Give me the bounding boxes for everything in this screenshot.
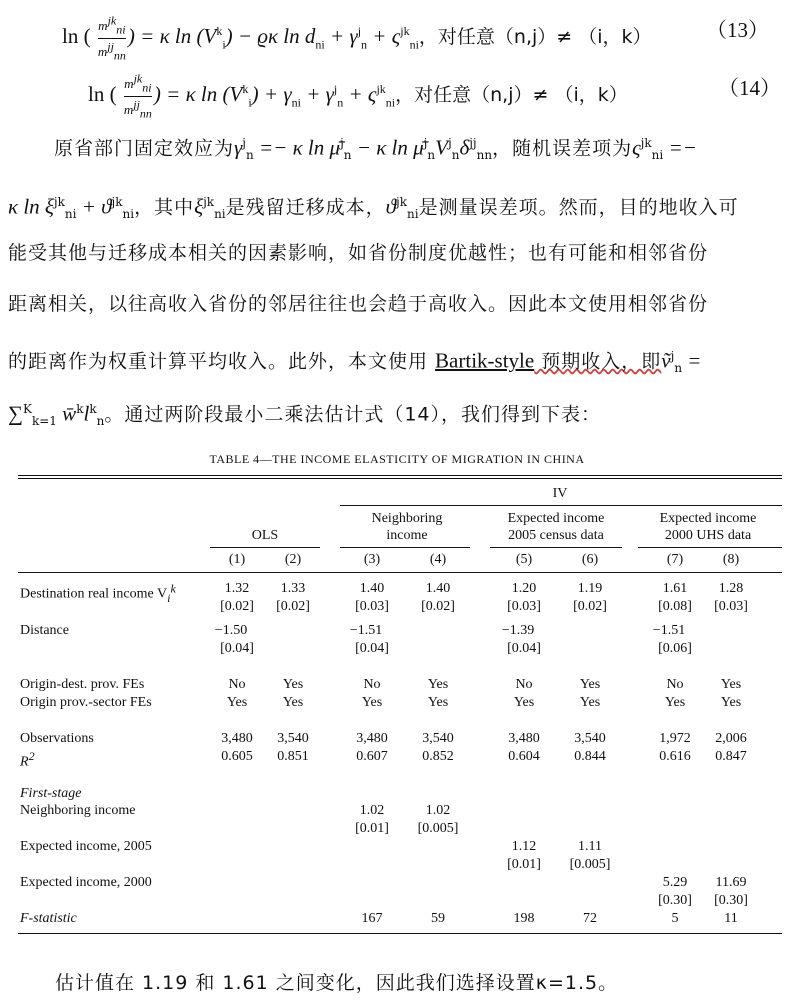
table-cell: 0.852 [422,749,454,764]
table-cell: 11 [724,911,738,926]
table-cell: 0.616 [659,749,691,764]
header-neighbor-rule [340,547,470,548]
table-cell: 1.32 [224,581,250,596]
body-paragraph [8,118,788,438]
header-iv: IV [552,486,568,501]
table-cell: Yes [361,695,383,710]
row-label: Observations [20,731,94,746]
equation-14 [0,58,794,121]
table-cell: Yes [427,695,449,710]
row-label: Expected income, 2005 [20,839,152,854]
header-expected-2000: Expected income 2000 UHS data [659,511,757,543]
header-exp2000-rule [638,547,782,548]
table-cell: 1.40 [425,581,451,596]
table-rule-header-bottom [18,572,782,573]
paragraph-line-1: 原省部门固定效应为$\gamma^j_n =- \kappa$ ln μ̄$^j_n$ − κ $\ln \mū^j_nV^j_n\delta^{jj}_{nn}$，随机误差项为$\varsigma^{jk}_{ni}$ =− [54,135,697,163]
header-exp2005-rule [490,547,622,548]
table-cell: 3,480 [221,731,253,746]
equation-14-number: （14） [718,76,781,100]
table-cell: 3,540 [574,731,606,746]
table-cell: [0.30] [658,893,692,908]
table-cell: No [666,677,684,692]
table-cell: 1,972 [659,731,691,746]
column-number: (7) [666,552,684,567]
table-cell: [0.005] [569,857,611,872]
header-expected-2005: Expected income 2005 census data [507,511,605,543]
table-cell: Yes [226,695,248,710]
table-cell: [0.06] [658,641,692,656]
column-number: (5) [515,552,533,567]
header-ols: OLS [251,528,279,543]
table-cell: 11.69 [715,875,747,890]
table-cell: 3,480 [356,731,388,746]
conclusion-sentence: 估计值在 1.19 和 1.61 之间变化，因此我们选择设置κ=1.5。 [55,972,619,994]
table-cell: 1.33 [280,581,306,596]
table-cell: 0.604 [508,749,540,764]
table-cell: Yes [720,677,742,692]
table-cell: 59 [431,911,445,926]
table-cell: 0.847 [715,749,747,764]
table-cell: Yes [282,677,304,692]
table-cell: [0.04] [355,641,389,656]
column-number: (3) [363,552,381,567]
table-cell: No [515,677,533,692]
table-title: TABLE 4—THE INCOME ELASTICITY OF MIGRATION IN CHINA [209,452,585,466]
paragraph-line-3: 能受其他与迁移成本相关的因素影响，如省份制度优越性；也有可能和相邻省份 [8,242,709,264]
table-cell: [0.08] [658,599,692,614]
column-number: (8) [722,552,740,567]
table-cell: Yes [513,695,535,710]
table-cell: [0.01] [355,821,389,836]
table-cell: [0.02] [220,599,254,614]
table-cell: 3,540 [422,731,454,746]
equation-13 [0,0,794,63]
table-rule-top-1 [18,475,782,476]
table-cell: 1.28 [718,581,744,596]
table-rule-bottom [18,933,782,934]
table-cell: Yes [427,677,449,692]
row-label: F-statistic [20,911,77,926]
paragraph-line-6: ∑$^K_{k=1}$ $w̄^kl^k_n$。通过两阶段最小二乘法估计式（14），我们得到下表： [8,401,602,429]
table-cell: [0.04] [507,641,541,656]
column-number: (4) [429,552,447,567]
header-neighboring: Neighboring income [371,511,443,543]
table-cell: [0.01] [507,857,541,872]
row-label: Expected income, 2000 [20,875,152,890]
row-label: Origin prov.-sector FEs [20,695,152,710]
table-cell: 2,006 [715,731,747,746]
table-rule-top-2 [18,478,782,479]
table-cell: [0.03] [355,599,389,614]
table-cell: [0.30] [714,893,748,908]
row-label: Distance [20,623,69,638]
table-cell: −1.51 [652,623,686,638]
table-cell: 5.29 [662,875,688,890]
table-cell: 0.605 [221,749,253,764]
paragraph-line-2: κ $\ln \xi^{jk}_{ni} + ϑ^{jk}_{ni}$，其中$\xi^{jk}_{ni}$是残留迁移成本，$ϑ^{jk}_{ni}$是测量误差项。然而，目的地收入可 [8,194,739,222]
equation-13-number: （13） [706,18,769,42]
table-cell: 1.02 [425,803,451,818]
table-cell: [0.02] [276,599,310,614]
table-cell: 1.61 [662,581,688,596]
table-cell: [0.04] [220,641,254,656]
table-cell: [0.02] [573,599,607,614]
table-cell: 0.607 [356,749,388,764]
table-cell: [0.03] [714,599,748,614]
table-cell: 1.19 [577,581,603,596]
paragraph-line-5: 的距离作为权重计算平均收入。此外，本文使用 Bartik-style 预期收入，即ṽ$^j_n$ = [8,348,702,376]
row-label: First-stage [20,786,82,801]
table-cell: Yes [720,695,742,710]
row-label: $R^2$ [20,749,35,770]
table-cell: 1.20 [511,581,537,596]
table-cell: −1.51 [349,623,383,638]
table-cell: 1.11 [578,839,602,854]
header-ols-rule [210,547,320,548]
row-label: Origin-dest. prov. FEs [20,677,145,692]
table-cell: 3,540 [277,731,309,746]
row-label: Destination real income $V_i^k$ [20,581,176,605]
row-label: Neighboring income [20,803,136,818]
table-cell: 167 [361,911,383,926]
table-cell: [0.02] [421,599,455,614]
table-cell: Yes [579,695,601,710]
table-cell: 3,480 [508,731,540,746]
table-cell: 1.40 [359,581,385,596]
table-cell: [0.005] [417,821,459,836]
table-cell: 5 [671,911,679,926]
column-number: (6) [581,552,599,567]
equation-13-body: ln ( $\frac{m^{jk}_{ni}}{m^{jj}_{nn}}) = \kappa$ $\ln (V^k_i) - ϱ\kappa$ $\ln d_{ni} + \gamma^j_n + \varsigma^{jk}_{ni}$，对任意（n,j）≠ （i，k） [62,14,652,63]
column-number: (2) [284,552,302,567]
table-cell: No [363,677,381,692]
column-number: (1) [228,552,246,567]
table-cell: 1.02 [359,803,385,818]
paragraph-line-4: 距离相关，以往高收入省份的邻居往往也会趋于高收入。因此本文使用相邻省份 [8,293,709,315]
table-cell: Yes [282,695,304,710]
equation-14-body: ln ( $\frac{m^{jk}_{ni}}{m^{jj}_{nn}}) = \kappa$ $\ln (V^k_i) + \gamma_{ni} + \gamma^j_n + \varsigma^{jk}_{ni}$，对任意（n,j）≠ （i，k） [88,72,628,121]
table-cell: 72 [583,911,597,926]
table-cell: 0.844 [574,749,606,764]
header-iv-rule [340,505,782,506]
table-cell: Yes [664,695,686,710]
table-cell: Yes [579,677,601,692]
table-cell: −1.50 [214,623,248,638]
table-cell: 0.851 [277,749,309,764]
table-cell: 1.12 [511,839,537,854]
table-cell: −1.39 [501,623,535,638]
table-cell: 198 [513,911,535,926]
table-cell: No [228,677,246,692]
table-cell: [0.03] [507,599,541,614]
